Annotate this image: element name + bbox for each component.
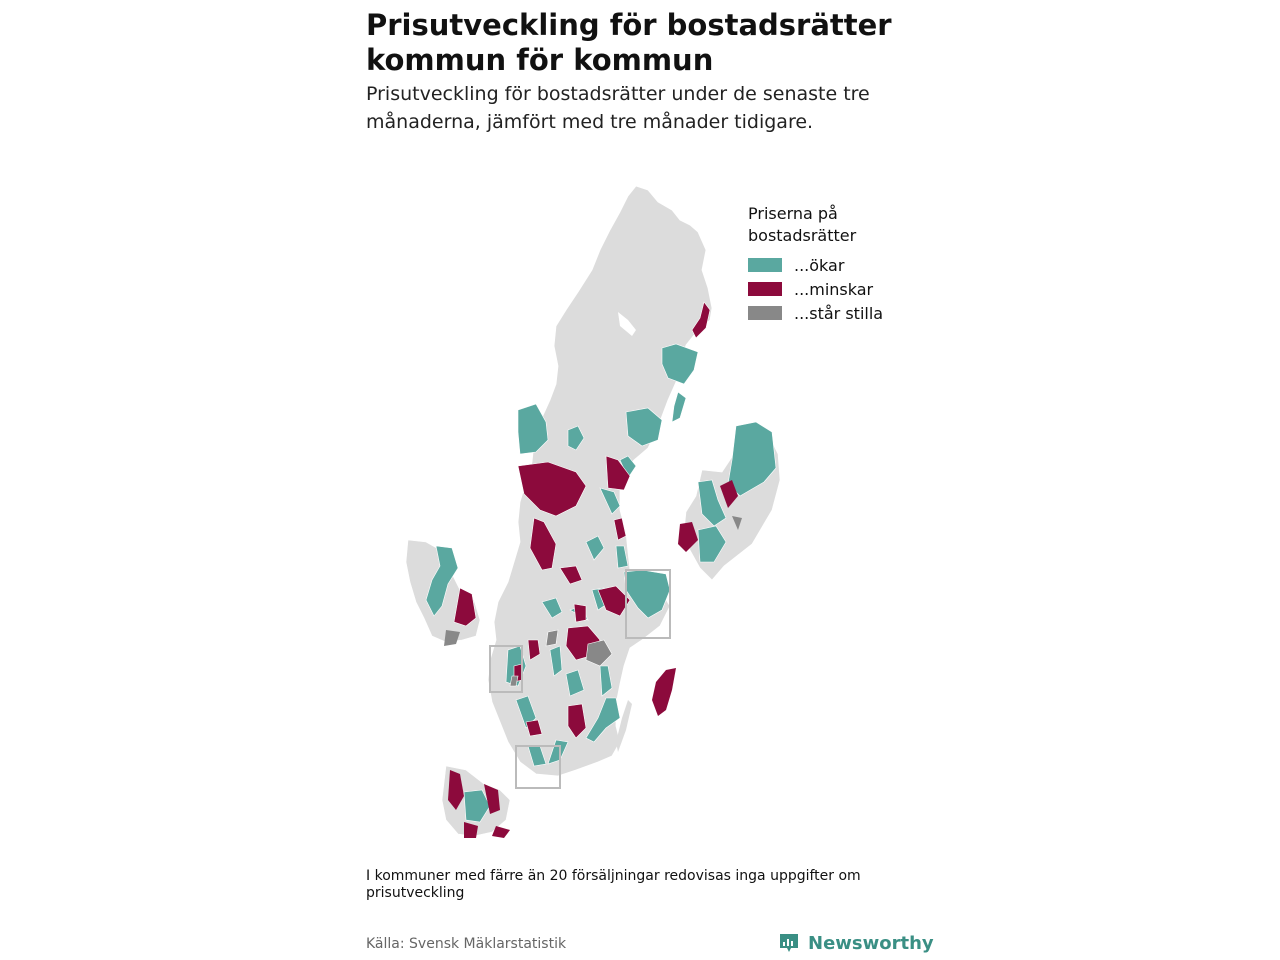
newsworthy-logo-icon <box>778 932 800 954</box>
legend <box>748 203 898 325</box>
chart-subtitle: Prisutveckling för bostadsrätter under de senaste tre månaderna, jämfört med tre månader tidigare. <box>366 83 870 133</box>
chart-title: Prisutveckling för bostadsrätter kommun för kommun <box>366 8 892 77</box>
sweden-map <box>380 170 800 850</box>
legend-label: ...står stilla <box>794 303 884 323</box>
legend-item-increase <box>748 253 898 277</box>
legend-swatch-unchanged <box>748 306 782 320</box>
legend-label: ...ökar <box>794 255 845 275</box>
legend-item-decrease <box>748 277 898 301</box>
oland <box>616 700 632 752</box>
gotland <box>652 668 676 716</box>
legend-label: ...minskar <box>794 279 874 299</box>
legend-item-unchanged <box>748 301 898 325</box>
legend-swatch-increase <box>748 258 782 272</box>
brand-logo[interactable] <box>778 932 934 954</box>
legend-title: Priserna på bostadsrätter <box>748 204 857 245</box>
legend-swatch-decrease <box>748 282 782 296</box>
footnote: I kommuner med färre än 20 försäljningar redovisas inga uppgifter om prisutveckling <box>366 868 861 901</box>
source: Källa: Svensk Mäklarstatistik <box>366 936 567 952</box>
brand-name: Newsworthy <box>808 932 934 954</box>
